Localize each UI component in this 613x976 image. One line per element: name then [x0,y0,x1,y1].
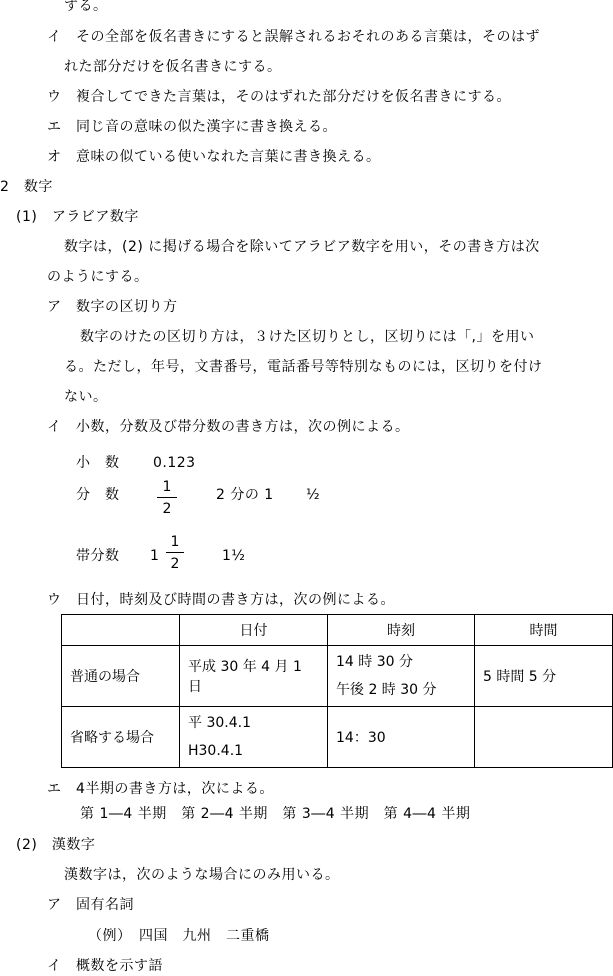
fraction-numerator: 1 [170,534,180,550]
text-line: する。 [64,0,108,14]
table-cell: 平成 30 年 4 月 1 日 [180,646,328,707]
text-line: れた部分だけを仮名書きにする。 [64,59,282,75]
example-fraction-words: 2 分の 1 [216,487,274,503]
paragraph-line: 漢数字は，次のような場合にのみ用いる。 [64,867,340,883]
proper-noun-example: （例） 四国 九州 二重橋 [88,928,270,944]
item-heading-quarters: エ 4半期の書き方は，次による。 [47,781,274,797]
paragraph-line: ない。 [64,389,108,405]
paragraph-line: る。ただし，年号，文書番号，電話番号等特別なものには，区切りを付け [64,359,543,375]
example-value-decimal: 0.123 [153,455,196,471]
item-heading-proper-nouns: ア 固有名詞 [47,897,134,913]
paragraph-line: 数字のけたの区切り方は，３けた区切りとし，区切りには「,」を用い [80,329,535,345]
list-item-i: イ その全部を仮名書きにすると誤解されるおそれのある言葉は，そのはず [47,29,540,45]
item-heading-dates: ウ 日付，時刻及び時間の書き方は，次の例による。 [47,592,395,608]
item-heading-approx-numbers: イ 概数を示す語 [47,958,163,974]
table-cell-line: H30.4.1 [188,743,244,759]
table-cell-line: 14 時 30 分 [336,654,413,670]
table-row [62,646,613,707]
list-item-o: オ 意味の似ている使いなれた言葉に書き換える。 [47,149,381,165]
table-header-cell: 時間 [475,615,613,646]
table-cell: 5 時間 5 分 [475,646,613,707]
table-header-cell [62,615,180,646]
table-header-cell: 時刻 [328,615,475,646]
table-row [62,707,613,768]
subsection-heading-kanji: (2) 漢数字 [16,837,96,853]
quarters-example: 第 1―4 半期 第 2―4 半期 第 3―4 半期 第 4―4 半期 [80,806,471,822]
list-item-u: ウ 複合してできた言葉は，そのはずれた部分だけを仮名書きにする。 [47,89,511,105]
list-item-e: エ 同じ音の意味の似た漢字に書き換える。 [47,119,337,135]
table-cell-line: 平 30.4.1 [188,715,251,731]
table-cell-line: 午後 2 時 30 分 [336,682,437,698]
example-fraction-glyph: ½ [306,487,321,503]
table-row-label: 省略する場合 [62,707,180,768]
fraction-bar [166,552,184,553]
date-time-table [61,614,613,768]
table-cell [180,707,328,768]
mixed-fraction-whole: 1 [150,548,160,564]
table-cell: 14：30 [328,707,475,768]
item-heading-separator: ア 数字の区切り方 [47,299,178,315]
table-row-label: 普通の場合 [62,646,180,707]
stacked-mixed-fraction [166,533,184,573]
item-heading-fractions: イ 小数，分数及び帯分数の書き方は，次の例による。 [47,419,410,435]
fraction-numerator: 1 [162,479,172,495]
section-heading-numbers: 2 数字 [0,179,53,195]
example-label-decimal: 小 数 [76,455,120,471]
table-cell [328,646,475,707]
example-label-mixed: 帯分数 [76,548,120,564]
table-cell [475,707,613,768]
table-header-cell: 日付 [180,615,328,646]
fraction-denominator: 2 [170,556,180,572]
paragraph-line: のようにする。 [47,269,149,285]
table-header-row [62,615,613,646]
paragraph-line: 数字は，(2) に掲げる場合を除いてアラビア数字を用い，その書き方は次 [64,239,540,255]
stacked-fraction [157,478,177,518]
example-mixed-glyph: 1½ [222,548,246,564]
fraction-bar [157,497,177,498]
subsection-heading-arabic: (1) アラビア数字 [16,209,139,225]
example-label-fraction: 分 数 [76,487,120,503]
fraction-denominator: 2 [162,501,172,517]
